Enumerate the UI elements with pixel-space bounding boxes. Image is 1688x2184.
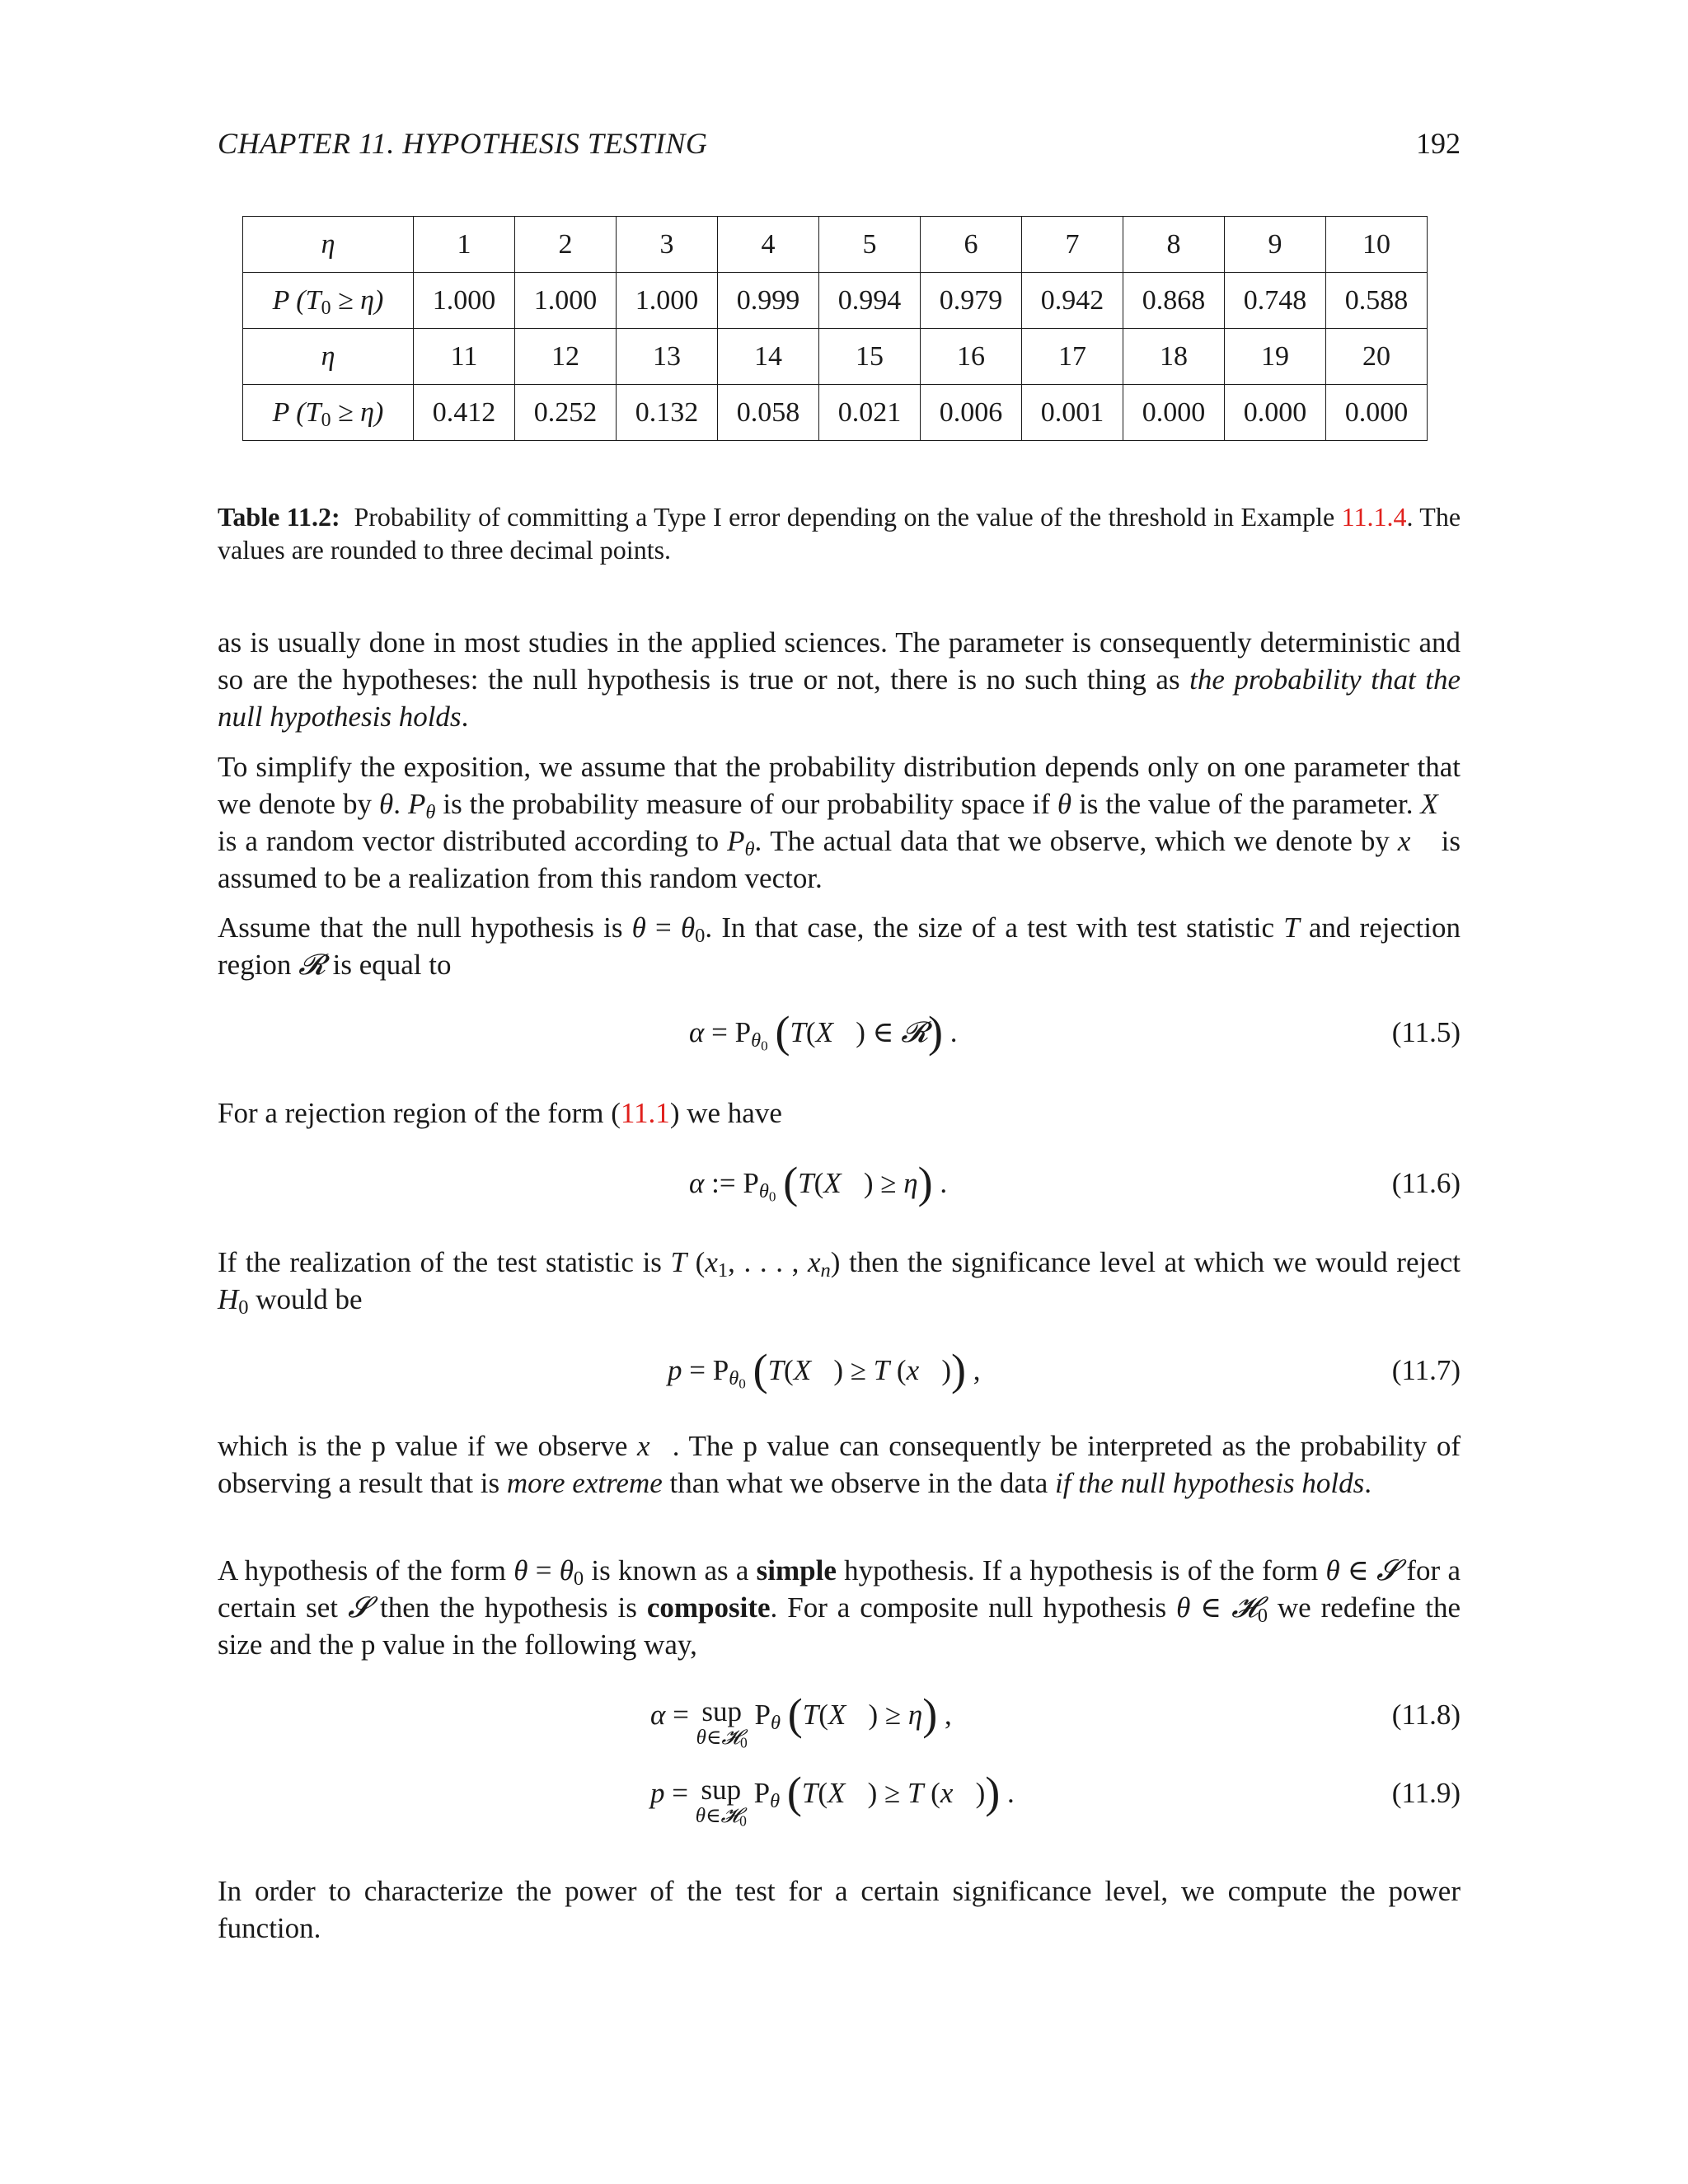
table-cell: 13 (617, 329, 718, 385)
caption-text: Probability of committing a Type I error depending on the value of the threshold in Example (354, 502, 1335, 532)
table-cell: 1.000 (515, 273, 617, 329)
table-row (243, 217, 1428, 273)
table-cell: 15 (819, 329, 921, 385)
table-cell: 5 (819, 217, 921, 273)
probability-table (242, 216, 1428, 441)
table-cell: 0.942 (1022, 273, 1123, 329)
table-cell: 17 (1022, 329, 1123, 385)
paragraph-2: To simplify the exposition, we assume that the probability distribution depends only on one parameter that we denote by θ. $P_\theta$ is the probability measure of our probability space if θ is the value of the parameter. X⃗ is a random vector distributed according to $P_\theta$. The actual data that we observe, which we denote by x⃗ is assumed to be a realization from this random vector. (218, 751, 1461, 894)
table-cell: 8 (1123, 217, 1225, 273)
equation-number: (11.9) (1391, 1777, 1461, 1809)
table-row-header: η (243, 329, 414, 385)
table-cell: 2 (515, 217, 617, 273)
table-cell: 18 (1123, 329, 1225, 385)
equation-number: (11.6) (1391, 1167, 1461, 1199)
table-cell: 4 (718, 217, 819, 273)
equation-ref-link[interactable]: 11.1 (620, 1097, 670, 1129)
table-cell: 10 (1326, 217, 1428, 273)
table-cell: 0.001 (1022, 385, 1123, 441)
table-row-header: η (243, 217, 414, 273)
table-cell: 0.000 (1123, 385, 1225, 441)
paragraph-5: If the realization of the test statistic is T ($x_1$, . . . , $x_n$) then the significance level at which we would reject $H_0$ would be (218, 1246, 1461, 1319)
table-cell: 7 (1022, 217, 1123, 273)
equation-11-6: α := $P_{\theta_0}$ (T(X⃗) ≥ η) . (11.6) (689, 1158, 1461, 1207)
paragraph-7: A hypothesis of the form $\theta = \theta_0$ is known as a simple hypothesis. If a hypothesis is of the form θ ∈ 𝓢 for a certain set 𝓢 then the hypothesis is composite. For a composite null hypothesis θ ∈ 𝓗$_0$ we redefine the size and the p value in the following way, (218, 1554, 1461, 1661)
equation-11-9: p = sup θ∈𝓗$_0$ $P_\theta$ (T(X⃗) ≥ T (x⃗)) . (11.9) (650, 1768, 1461, 1830)
table-row (243, 329, 1428, 385)
table-row (243, 273, 1428, 329)
table-cell: 0.132 (617, 385, 718, 441)
equation-11-7: $p = P_{\theta_0}$ (T(X⃗) ≥ T (x⃗)) , (11.7) (668, 1345, 1461, 1394)
paragraph-8: In order to characterize the power of the test for a certain significance level, we compute the power function. (218, 1875, 1461, 1944)
caption-label: Table 11.2: (218, 502, 340, 532)
equation-11-5: $\alpha = P_{\theta_0}$ (T(X⃗) ∈ 𝓡) . (11.5) (689, 1007, 1461, 1057)
equation-number: (11.7) (1391, 1354, 1461, 1386)
table-cell: 3 (617, 217, 718, 273)
paragraph-1: as is usually done in most studies in the applied sciences. The parameter is consequently deterministic and so are the hypotheses: the null hypothesis is true or not, there is no such thing as the probability that the null hypothesis holds. (218, 626, 1461, 733)
table-cell: 0.000 (1225, 385, 1326, 441)
table-cell: 1.000 (617, 273, 718, 329)
paragraph-3: Assume that the null hypothesis is $\theta = \theta_0$. In that case, the size of a test with test statistic T and rejection region 𝓡 is equal to (218, 912, 1461, 981)
equation-11-8: α = sup θ∈𝓗$_0$ $P_\theta$ (T(X⃗) ≥ η) , (11.8) (650, 1690, 1461, 1751)
table-cell: 6 (921, 217, 1022, 273)
table-cell: 0.999 (718, 273, 819, 329)
chapter-title: CHAPTER 11. HYPOTHESIS TESTING (218, 127, 708, 160)
table-cell: 16 (921, 329, 1022, 385)
table-cell: 12 (515, 329, 617, 385)
paragraph-6: which is the p value if we observe x⃗. The p value can consequently be interpreted as the probability of observing a result that is more extreme than what we observe in the data if the null hypothesis holds. (218, 1430, 1461, 1499)
table-row-header: P $(T_0 \ge \eta)$ (243, 273, 414, 329)
table-cell: 1.000 (414, 273, 515, 329)
table-cell: 19 (1225, 329, 1326, 385)
table-cell: 0.058 (718, 385, 819, 441)
table-cell: 0.994 (819, 273, 921, 329)
paragraph-4: For a rejection region of the form (11.1) we have (218, 1097, 782, 1129)
table-cell: 14 (718, 329, 819, 385)
table-cell: 11 (414, 329, 515, 385)
page-header (218, 125, 1461, 162)
table-cell: 0.021 (819, 385, 921, 441)
equation-number: (11.5) (1391, 1016, 1461, 1048)
table-cell: 9 (1225, 217, 1326, 273)
caption-text-after: . The values are rounded to three decimal points. (218, 502, 1461, 565)
table-cell: 0.252 (515, 385, 617, 441)
table-cell: 1 (414, 217, 515, 273)
table-cell: 0.006 (921, 385, 1022, 441)
equation-number: (11.8) (1391, 1699, 1461, 1731)
table-row-header: P $(T_0 \ge \eta)$ (243, 385, 414, 441)
table-caption (218, 500, 1461, 566)
table-cell: 0.748 (1225, 273, 1326, 329)
caption-ref-link[interactable]: 11.1.4 (1341, 502, 1407, 532)
table-cell: 20 (1326, 329, 1428, 385)
table-row (243, 385, 1428, 441)
table-cell: 0.588 (1326, 273, 1428, 329)
table-cell: 0.412 (414, 385, 515, 441)
table-cell: 0.868 (1123, 273, 1225, 329)
table-cell: 0.000 (1326, 385, 1428, 441)
page-number: 192 (1416, 127, 1461, 160)
table-cell: 0.979 (921, 273, 1022, 329)
